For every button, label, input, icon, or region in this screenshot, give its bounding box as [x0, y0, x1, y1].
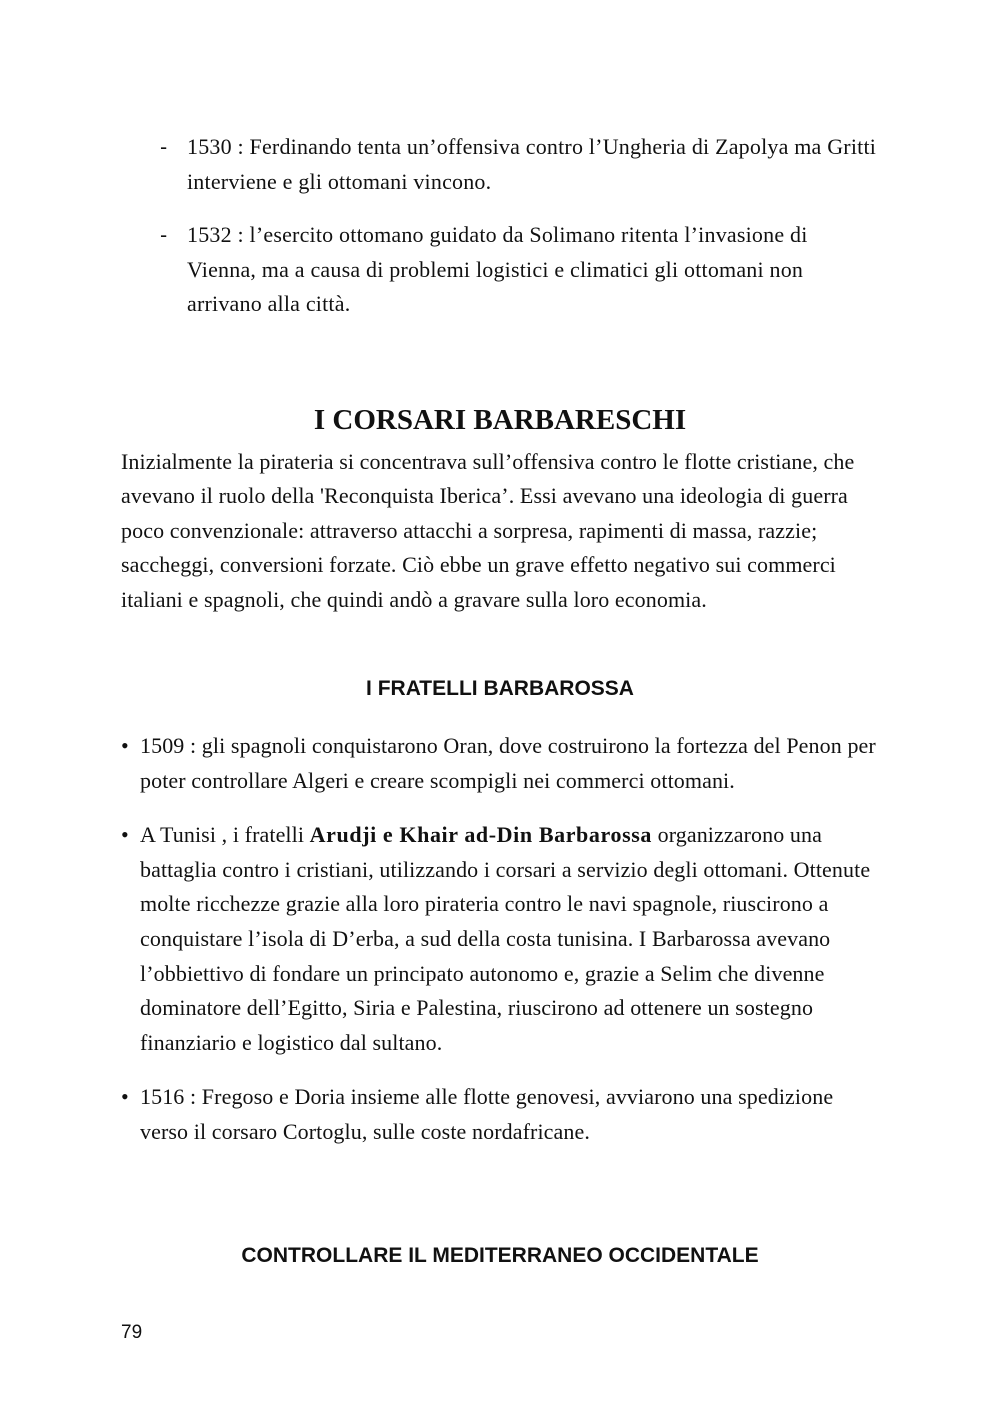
- bullet-text-end: organizzarono una battaglia contro i cristiani, utilizzando i corsari a servizio degli ottomani. Ottenute molte ricchezze grazie alla loro pirateria contro le navi spagnole, riuscirono a conquistare l’isola di D’erba, a sud della costa tunisina. I Barbarossa avevano l’obbiettivo di fondare un principato autonomo e, grazie a Selim che divenne dominatore dell’Egitto, Siria e Palestina, riuscirono ad ottenere un sostegno finanziario e logistico dal sultano.: [140, 822, 871, 1055]
- page-number: 79: [121, 1322, 143, 1343]
- next-section-heading: CONTROLLARE IL MEDITERRANEO OCCIDENTALE: [241, 1244, 759, 1267]
- bullet-marker: •: [121, 822, 129, 848]
- subsection-heading: I FRATELLI BARBAROSSA: [366, 677, 634, 700]
- bullet-marker: •: [121, 733, 129, 758]
- bullet-text-start: A Tunisi , i fratelli: [140, 822, 310, 848]
- intro-paragraph: Inizialmente la pirateria si concentrava sull’offensiva contro le flotte cristiane, che avevano il ruolo della 'Reconquista Iberica’. Essi avevano una ideologia di guerra poco convenzionale: attraverso attacchi a sorpresa, rapimenti di massa, razzie; saccheggi, conversioni forzate. Ciò ebbe un grave effetto negativo sui commerci italiani e spagnoli, che quindi andò a gravare sulla loro economia.: [121, 449, 855, 612]
- dash-list-item: [160, 218, 880, 322]
- dash-item-text: 1530 : Ferdinando tenta un’offensiva contro l’Ungheria di Zapolya ma Gritti interviene e gli ottomani vincono.: [187, 134, 877, 194]
- bullet-text: 1516 : Fregoso e Doria insieme alle flotte genovesi, avviarono una spedizione verso il corsaro Cortoglu, sulle coste nordafricane.: [140, 1084, 834, 1144]
- bullet-marker: •: [121, 1084, 129, 1110]
- section-title: I CORSARI BARBARESCHI: [313, 404, 687, 436]
- dash-item-text: 1532 : l’esercito ottomano guidato da Solimano ritenta l’invasione di Vienna, ma a causa di problemi logistici e climatici gli ottomani non arrivano alla città.: [187, 222, 808, 316]
- dash-marker: -: [160, 223, 168, 247]
- dash-marker: -: [160, 135, 168, 159]
- dash-list-item: [160, 130, 880, 199]
- bullet-text: 1509 : gli spagnoli conquistarono Oran, dove costruirono la fortezza del Penon per poter controllare Algeri e creare scompigli nei commerci ottomani.: [140, 733, 876, 793]
- bullet-list-item: [121, 818, 881, 1060]
- bullet-list-item: [121, 1080, 881, 1149]
- bullet-list-item: [121, 729, 881, 798]
- dash-list: [160, 130, 880, 341]
- bullet-bold-names: Arudji e Khair ad-Din Barbarossa: [309, 822, 652, 848]
- bullet-list: [121, 729, 881, 1170]
